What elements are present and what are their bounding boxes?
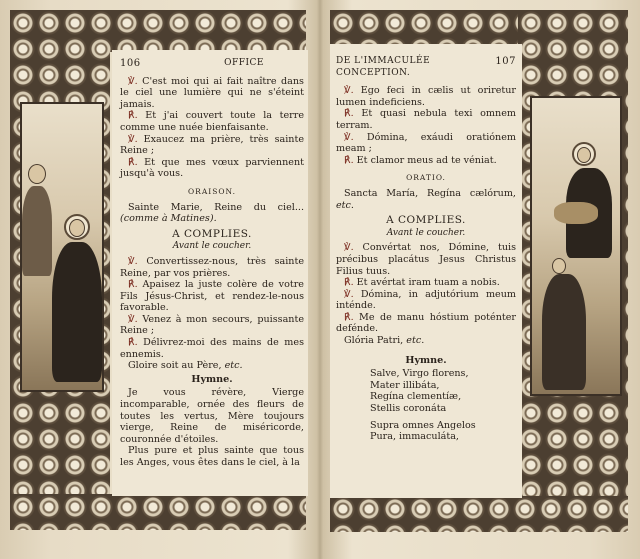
complies-heading: A COMPLIES. — [172, 227, 252, 240]
right-text — [336, 56, 516, 443]
hymn-verse: Stellis coronáta — [370, 403, 447, 415]
versicle: ℣. Exaucez ma prière, très sainte Reine ; — [120, 133, 304, 157]
bishop-figure — [22, 186, 52, 276]
running-title: OFFICE — [224, 58, 264, 68]
hymn-verse: Pura, immaculáta, — [370, 431, 459, 443]
saint-face — [577, 147, 591, 163]
hymn-verse: Mater illibáta, — [370, 379, 440, 391]
complies-subtitle: Avant le coucher. — [172, 241, 252, 252]
versicle: ℣. Dómina, in adjutórium meum inténde. — [336, 288, 516, 312]
left-text — [120, 58, 304, 469]
versicle: ℣. Venez à mon secours, puissante Reine ; — [120, 313, 304, 337]
left-page — [0, 0, 318, 559]
illustration-bishop-saint — [20, 102, 104, 392]
hymn-title: Hymne. — [405, 354, 447, 366]
hymn-verse: Regína clementíæ, — [370, 391, 462, 403]
floral-border-bottom — [10, 494, 306, 530]
kneeling-figure — [52, 242, 102, 382]
response: ℟. Et j'ai couvert toute la terre comme une nuée bienfaisante. — [120, 110, 304, 133]
complies-subtitle: Avant le coucher. — [386, 227, 466, 238]
hymn-verse: Salve, Virgo florens, — [370, 368, 469, 380]
hymn-verse: Supra omnes Angelos — [370, 419, 476, 431]
response: ℟. Et que mes vœux parviennent jusqu'à vous. — [120, 156, 304, 180]
running-title: DE L'IMMACULÉE CONCEPTION. — [336, 56, 431, 78]
versicle: ℣. Dómina, exáudi oratiónem meam ; — [336, 131, 516, 155]
floral-border-bottom — [330, 496, 628, 532]
complies-heading: A COMPLIES. — [386, 214, 466, 227]
running-head — [336, 56, 516, 79]
response: ℟. Et clamor meus ad te véniat. — [344, 154, 497, 166]
versicle: ℣. Convertissez-nous, très sainte Reine, par vos prières. — [120, 255, 304, 279]
hymn-paragraph: Plus pure et plus sainte que tous les Anges, vous êtes dans le ciel, à la — [120, 445, 304, 468]
kneeling-woman — [542, 274, 586, 390]
gloria-line: Gloire soit au Père, etc. — [128, 360, 243, 372]
hymn-paragraph: Je vous révère, Vierge incomparable, ornée des fleurs de toutes les vertus, Mère toujours vierge, Reine de miséricorde, couronnée d'étoiles. — [120, 387, 304, 445]
oraison-text: Sainte Marie, Reine du ciel... (comme à Matines). — [120, 201, 304, 225]
oratio-text: Sancta María, Regína cælórum, etc. — [336, 187, 516, 211]
response: ℟. Et avértat iram tuam a nobis. — [344, 277, 500, 289]
right-page — [322, 0, 640, 559]
woman-face — [552, 258, 566, 274]
response: ℟. Me de manu hóstium poténter defénde. — [336, 311, 516, 335]
running-head — [120, 58, 304, 70]
illustration-saint-giving-bread — [530, 96, 622, 396]
versicle: ℣. Convértat nos, Dómine, tuis précibus placátus Jesus Christus Filius tuus. — [336, 242, 516, 277]
saint-face — [69, 219, 85, 237]
bread-basket — [554, 202, 598, 224]
response: ℟. Et quasi nebula texi omnem terram. — [336, 108, 516, 131]
page-number: 107 — [495, 56, 516, 67]
page-number: 106 — [120, 58, 141, 69]
response: ℟. Apaisez la juste colère de votre Fils Jésus-Christ, et rendez-le-nous favorable. — [120, 279, 304, 314]
versicle: ℣. Ego feci in cælis ut oriretur lumen indeficiens. — [336, 85, 516, 108]
oraison-label: ORAISON. — [188, 186, 236, 196]
oratio-label: ORATIO. — [406, 173, 446, 183]
gloria-line: Glória Patri, etc. — [344, 335, 425, 347]
response: ℟. Délivrez-moi des mains de mes ennemis. — [120, 337, 304, 360]
hymn-title: Hymne. — [191, 373, 233, 385]
versicle: ℣. C'est moi qui ai fait naître dans le ciel une lumière qui ne s'éteint jamais. — [120, 75, 304, 110]
bishop-face — [28, 164, 46, 184]
